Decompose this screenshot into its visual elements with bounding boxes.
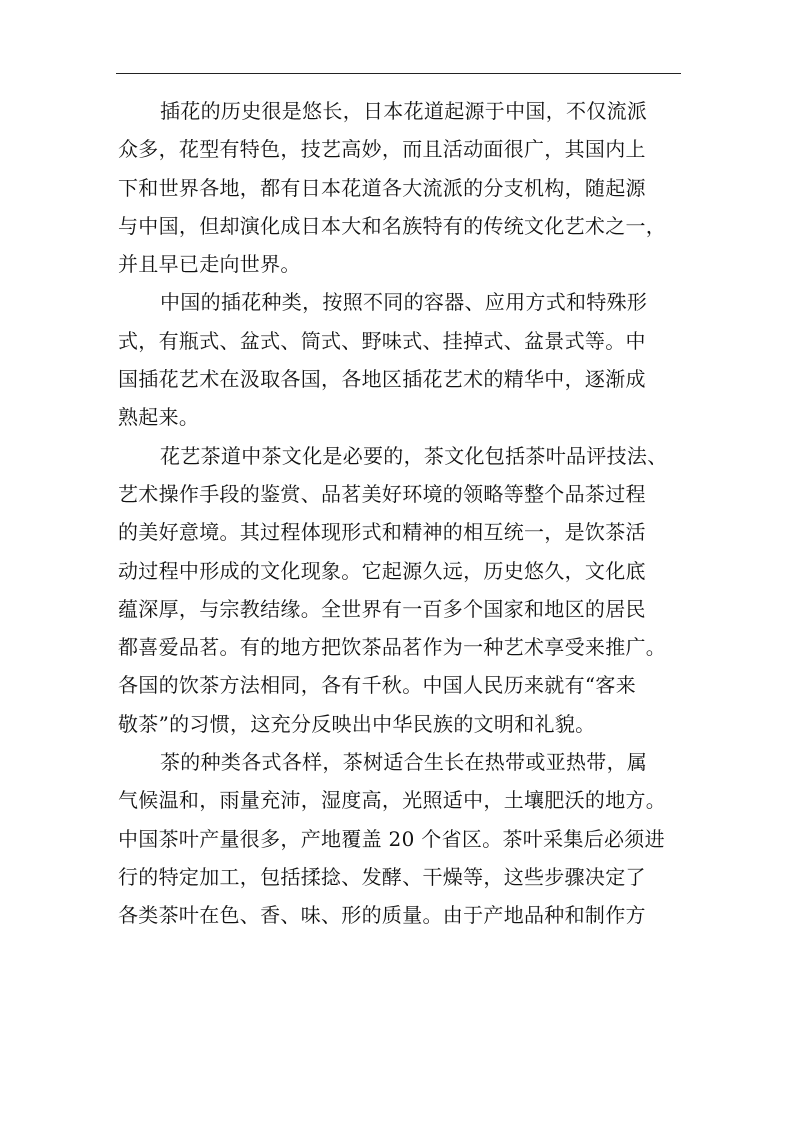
paragraph-3-line-1: 花艺茶道中茶文化是必要的，茶文化包括茶叶品评技法、 — [160, 443, 668, 468]
paragraph-2-line-4: 熟起来。 — [118, 405, 200, 430]
paragraph-4-line-5: 各类茶叶在色、香、味、形的质量。由于产地品种和制作方 — [118, 903, 646, 928]
paragraph-3-line-5: 蕴深厚，与宗教结缘。全世界有一百多个国家和地区的居民 — [118, 596, 646, 621]
paragraph-2-line-2: 式，有瓶式、盆式、筒式、野味式、挂掉式、盆景式等。中 — [118, 328, 646, 353]
paragraph-3-line-7: 各国的饮茶方法相同，各有千秋。中国人民历来就有“客来 — [118, 673, 637, 698]
paragraph-1-line-1: 插花的历史很是悠长，日本花道起源于中国，不仅流派 — [160, 99, 648, 123]
paragraph-3-line-2: 艺术操作手段的鉴赏、品茗美好环境的领略等整个品茶过程 — [118, 481, 646, 506]
paragraph-3-line-6: 都喜爱品茗。有的地方把饮茶品茗作为一种艺术享受来推广。 — [118, 635, 667, 660]
paragraph-2-line-3: 国插花艺术在汲取各国，各地区插花艺术的精华中，逐渐成 — [118, 367, 646, 392]
paragraph-4-line-3: 中国茶叶产量很多，产地覆盖 20 个省区。茶叶采集后必须进 — [118, 826, 665, 851]
paragraph-4-line-1: 茶的种类各式各样，茶树适合生长在热带或亚热带，属 — [160, 750, 648, 775]
paragraph-4-line-4: 行的特定加工，包括揉捻、发酵、干燥等，这些步骤决定了 — [118, 864, 646, 889]
paragraph-3-line-8: 敬茶”的习惯，这充分反映出中华民族的文明和礼貌。 — [118, 711, 596, 736]
paragraph-2-line-1: 中国的插花种类，按照不同的容器、应用方式和特殊形 — [160, 290, 648, 315]
paragraph-3-line-4: 动过程中形成的文化现象。它起源久远，历史悠久，文化底 — [118, 558, 646, 583]
paragraph-1-line-3: 下和世界各地，都有日本花道各大流派的分支机构，随起源 — [118, 175, 646, 200]
body-text — [118, 92, 678, 935]
paragraph-3-line-3: 的美好意境。其过程体现形式和精神的相互统一，是饮茶活 — [118, 520, 646, 545]
paragraph-1-line-2: 众多，花型有特色，技艺高妙，而且活动面很广，其国内上 — [118, 137, 646, 162]
paragraph-1-line-4: 与中国，但却演化成日本大和名族特有的传统文化艺术之一， — [118, 213, 667, 238]
paragraph-4-line-2: 气候温和，雨量充沛，湿度高，光照适中，土壤肥沃的地方。 — [118, 788, 667, 813]
header-rule — [116, 73, 681, 74]
paragraph-1-line-5: 并且早已走向世界。 — [118, 252, 301, 277]
